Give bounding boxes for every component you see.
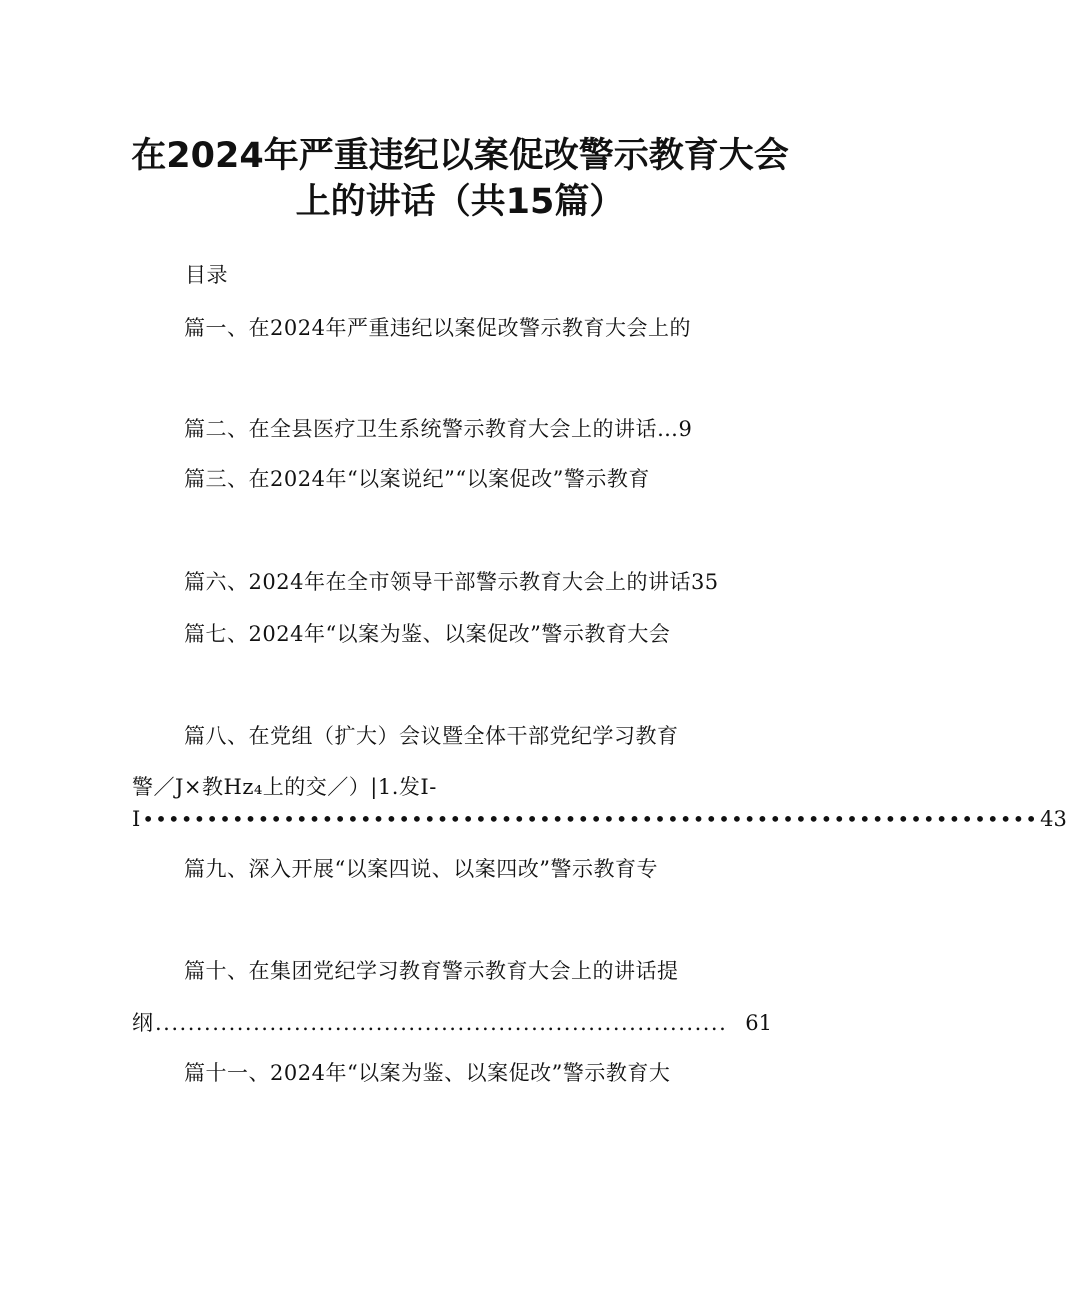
title-line-1: 在2024年严重违纪以案促改警示教育大会 — [131, 136, 789, 176]
toc-entry-8-line-1: 篇八、在党组（扩大）会议暨全体干部党纪学习教育 — [184, 724, 679, 748]
toc-entry-8-leader-lead: I — [132, 807, 141, 831]
toc-entry-8-leader-row — [132, 804, 1067, 834]
toc-entry-10-leader-row — [132, 1008, 772, 1038]
toc-entry-9: 篇九、深入开展“以案四说、以案四改”警示教育专 — [184, 857, 658, 881]
toc-entry-3: 篇三、在2024年“以案说纪”“以案促改”警示教育 — [184, 467, 650, 491]
toc-entry-10-leader-lead: 纲 — [132, 1011, 153, 1035]
toc-entry-2: 篇二、在全县医疗卫生系统警示教育大会上的讲话…9 — [184, 417, 693, 441]
toc-entry-8-line-2: 警／J×教Hz₄上的交／）|1.发I- — [132, 775, 437, 799]
toc-entry-11: 篇十一、2024年“以案为鉴、以案促改”警示教育大 — [184, 1061, 671, 1085]
toc-entry-6: 篇六、2024年在全市领导干部警示教育大会上的讲话35 — [184, 570, 719, 594]
toc-entry-1: 篇一、在2024年严重违纪以案促改警示教育大会上的 — [184, 316, 691, 340]
toc-heading: 目录 — [185, 263, 228, 287]
toc-entry-10-page-number: 61 — [745, 1011, 772, 1035]
dot-leader: •••••••••••••••••••••••••••••••••••••••••••••••••••••••••••••••••••••• — [142, 807, 1039, 831]
toc-entry-7: 篇七、2024年“以案为鉴、以案促改”警示教育大会 — [184, 622, 671, 646]
toc-entry-8-page-number: 43 — [1040, 807, 1067, 831]
toc-entry-10-line-1: 篇十、在集团党纪学习教育警示教育大会上的讲话提 — [184, 959, 679, 983]
title-line-2: 上的讲话（共15篇） — [295, 182, 625, 222]
dot-leader: ...................................................................... — [155, 1011, 728, 1035]
